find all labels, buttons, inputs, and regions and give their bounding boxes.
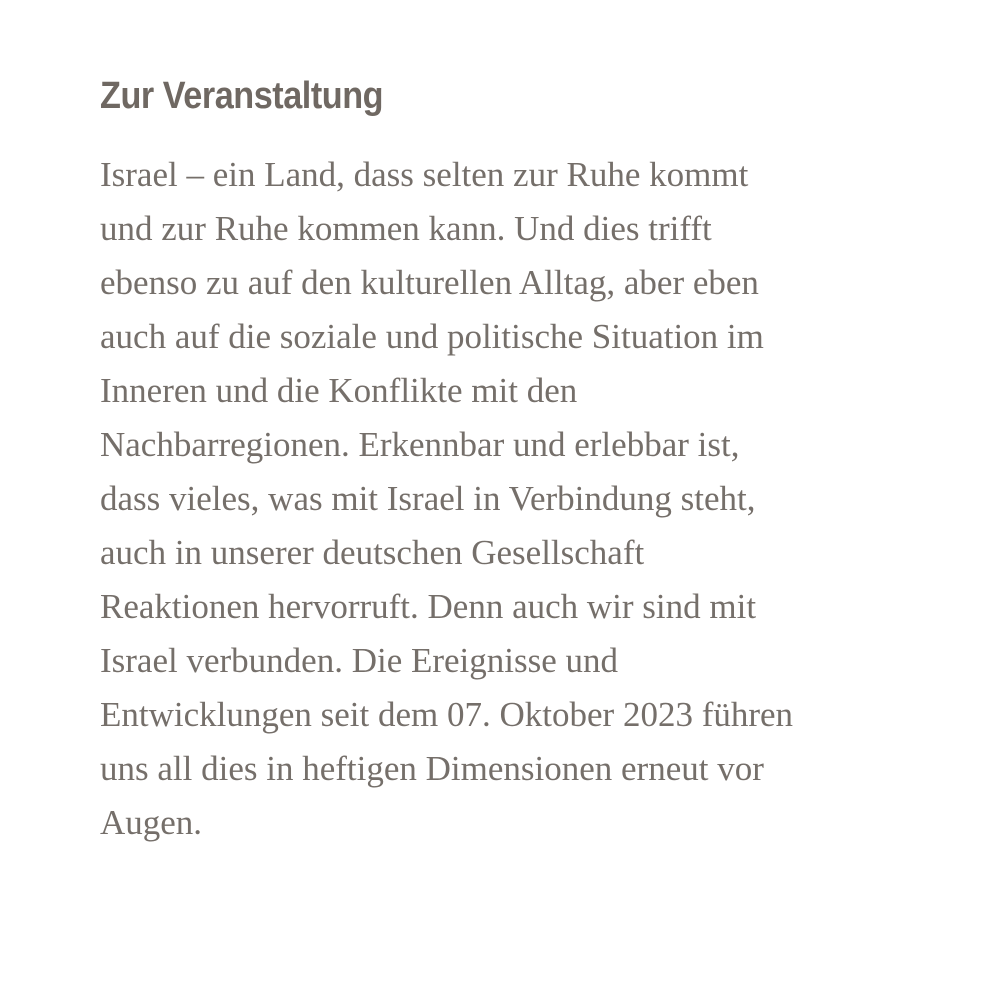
event-section	[100, 72, 920, 850]
description-line: Nachbarregionen. Erkennbar und erlebbar ist,	[100, 425, 740, 464]
description-line: Inneren und die Konflikte mit den	[100, 371, 578, 410]
description-line: Entwicklungen seit dem 07. Oktober 2023 führen	[100, 695, 794, 734]
description-line: Israel verbunden. Die Ereignisse und	[100, 641, 619, 680]
description-line: Augen.	[100, 803, 203, 842]
description-line: uns all dies in heftigen Dimensionen erneut vor	[100, 749, 764, 788]
description-line: auch in unserer deutschen Gesellschaft	[100, 533, 645, 572]
event-description	[100, 148, 920, 850]
description-line: Reaktionen hervorruft. Denn auch wir sind mit	[100, 587, 757, 626]
description-line: ebenso zu auf den kulturellen Alltag, aber eben	[100, 263, 759, 302]
description-line: auch auf die soziale und politische Situation im	[100, 317, 764, 356]
description-line: und zur Ruhe kommen kann. Und dies trifft	[100, 209, 712, 248]
section-heading: Zur Veranstaltung	[100, 75, 384, 117]
description-line: dass vieles, was mit Israel in Verbindung steht,	[100, 479, 756, 518]
description-line: Israel – ein Land, dass selten zur Ruhe kommt	[100, 155, 749, 194]
